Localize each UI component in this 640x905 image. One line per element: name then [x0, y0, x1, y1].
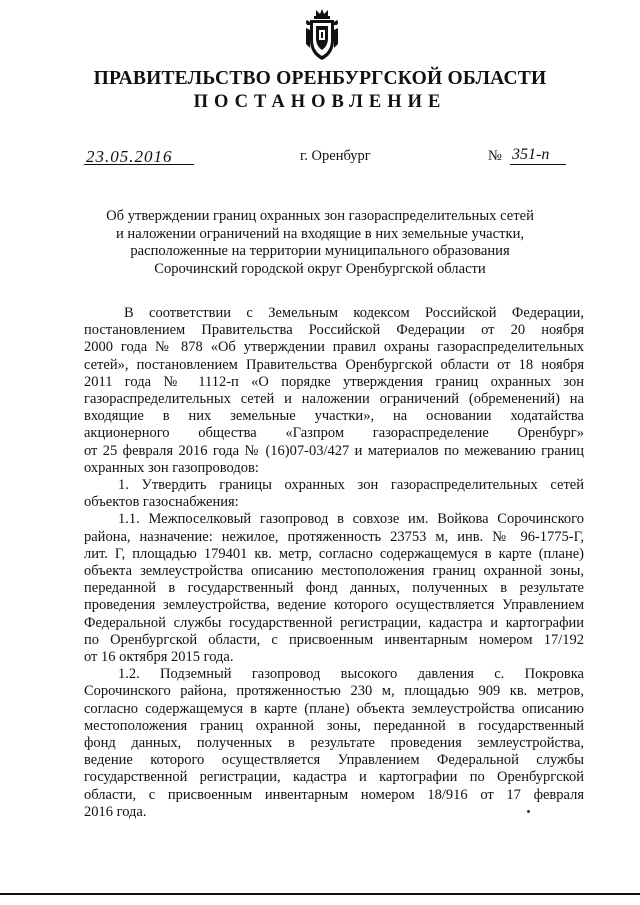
document-body	[84, 305, 584, 821]
government-name: ПРАВИТЕЛЬСТВО ОРЕНБУРГСКОЙ ОБЛАСТИ	[93, 68, 547, 89]
body-line: акционерного общества «Газпром газораспределение Оренбург»	[84, 425, 584, 442]
body-line: 2011 года № 1112-п «О порядке утверждения границ охранных зон	[84, 373, 584, 390]
body-line: 1.1. Межпоселковый газопровод в совхозе им. Войкова Сорочинского	[118, 511, 584, 528]
body-line: входящие в них земельные участки», на основании ходатайства	[84, 408, 584, 425]
title-line: Сорочинский городской округ Оренбургской области	[154, 260, 486, 277]
body-line: 1. Утвердить границы охранных зон газораспределительных сетей	[118, 477, 584, 494]
body-line: В соответствии с Земельным кодексом Российской Федерации,	[124, 305, 584, 321]
body-line: 2016 года.	[84, 803, 147, 820]
coat-of-arms-icon	[304, 8, 340, 62]
body-line: согласно содержащемуся в карте (плане) объекта землеустройства описанию	[84, 700, 584, 717]
document-number: 351-п	[512, 146, 550, 163]
number-label: №	[488, 148, 502, 164]
body-line: от 25 февраля 2016 года № (16)07-03/427 и материалов по межеванию границ	[84, 442, 584, 459]
document-title	[80, 208, 560, 278]
document-date: 23.05.2016	[86, 147, 173, 166]
body-line: района, назначение: нежилое, протяженность 23753 м, инв. № 96-1775-Г,	[84, 528, 584, 545]
body-line: Федеральной службы государственной регистрации, кадастра и картографии	[84, 614, 584, 631]
date-underline	[84, 164, 194, 165]
body-line: местоположения границ охранной зоны, переданной в государственный	[84, 717, 584, 734]
scan-speck	[527, 810, 530, 813]
body-line: от 16 октября 2015 года.	[84, 649, 234, 666]
body-line: объекта землеустройства описанию местоположения границ охранной зоны,	[84, 563, 584, 580]
title-line: и наложении ограничений на входящие в них земельные участки,	[115, 225, 525, 242]
body-line: переданной в государственный фонд данных, полученных в результате	[84, 580, 584, 597]
body-line: проведения землеустройства, ведение которого осуществляется Управлением	[84, 597, 584, 614]
body-line: сетей», постановлением Правительства Оренбургской области от 18 ноября	[84, 356, 584, 373]
title-line: расположенные на территории муниципального образования	[130, 243, 510, 259]
body-line: лит. Г, площадью 179401 кв. метр, согласно содержащемуся в карте (плане)	[84, 545, 584, 562]
page-bottom-rule	[0, 893, 640, 895]
body-line: фонд данных, полученных в результате проведения землеустройства,	[84, 735, 584, 752]
number-underline	[510, 164, 566, 165]
body-line: области, с присвоенным инвентарным номером 18/916 от 17 февраля	[84, 786, 584, 803]
title-line: Об утверждении границ охранных зон газораспределительных сетей	[106, 208, 534, 224]
body-line: объектов газоснабжения:	[84, 494, 239, 511]
body-line: ведение которого осуществляется Управлением Федеральной службы	[84, 752, 584, 769]
body-line: постановлением Правительства Российской Федерации от 20 ноября	[84, 322, 584, 339]
body-line: охранных зон газопроводов:	[84, 459, 259, 476]
body-line: государственной регистрации, кадастра и картографии по Оренбургской	[84, 769, 584, 786]
body-line: по Оренбургской области, с присвоенным инвентарным номером 17/192	[84, 631, 584, 648]
body-line: Сорочинского района, протяженностью 230 м, площадью 909 кв. метров,	[84, 683, 584, 700]
body-line: газораспределительных сетей и наложении ограничений (обременений) на	[84, 391, 584, 408]
body-line: 1.2. Подземный газопровод высокого давления с. Покровка	[118, 666, 584, 683]
body-line: 2000 года № 878 «Об утверждении правил охраны газораспределительных	[84, 339, 584, 356]
document-type: ПОСТАНОВЛЕНИЕ	[193, 92, 447, 112]
document-city: г. Оренбург	[300, 148, 371, 164]
